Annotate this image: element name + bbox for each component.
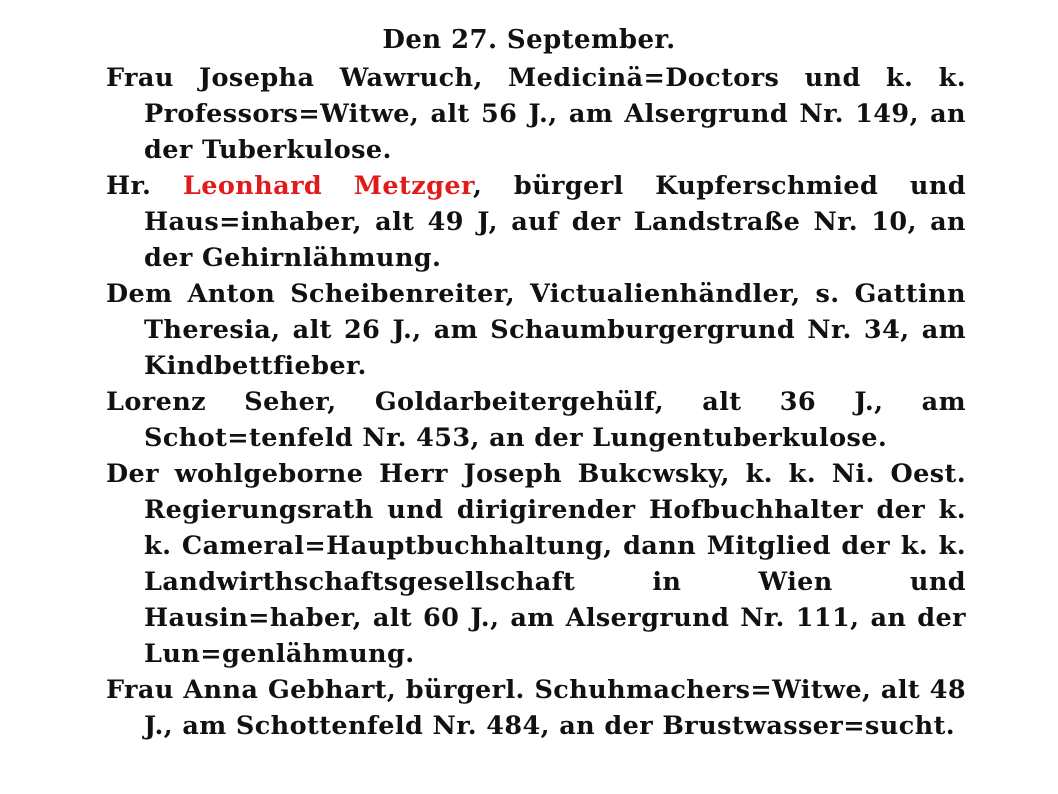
entry-wawruch: Frau Josepha Wawruch, Medicinä=Doctors und k. k. Professors=Witwe, alt 56 J., am Alsergrund Nr. 149, an der Tuberkulose. [106, 63, 966, 165]
entry-seher: Lorenz Seher, Goldarbeitergehülf, alt 36 J., am Schot=tenfeld Nr. 453, an der Lungentuberkulose. [106, 387, 966, 453]
date-heading: Den 27. September. [382, 25, 676, 55]
entry-metzger-rest: , bürgerl Kupferschmied und Haus=inhaber, alt 49 J, auf der Landstraße Nr. 10, an der Gehirnlähmung. [144, 171, 967, 273]
entry-metzger [106, 168, 966, 276]
highlighted-name: Leonhard Metzger [182, 171, 473, 201]
entry-metzger-prefix: Hr. [106, 171, 183, 201]
entry-scheibenreiter: Dem Anton Scheibenreiter, Victualienhändler, s. Gattinn Theresia, alt 26 J., am Schaumburgergrund Nr. 34, am Kindbettfieber. [106, 279, 966, 381]
entry-bukowsky: Der wohlgeborne Herr Joseph Bukcwsky, k. k. Ni. Oest. Regierungsrath und dirigirender Hofbuchhalter der k. k. Cameral=Hauptbuchhaltung, dann Mitglied der k. k. Landwirthschaftsgesellschaft in Wien und Hausin=haber, alt 60 J., am Alsergrund Nr. 111, an der Lun=genlähmung. [106, 459, 966, 669]
entry-gebhart: Frau Anna Gebhart, bürgerl. Schuhmachers=Witwe, alt 48 J., am Schottenfeld Nr. 484, an der Brustwasser=sucht. [106, 675, 966, 741]
death-notice-list [106, 60, 966, 744]
